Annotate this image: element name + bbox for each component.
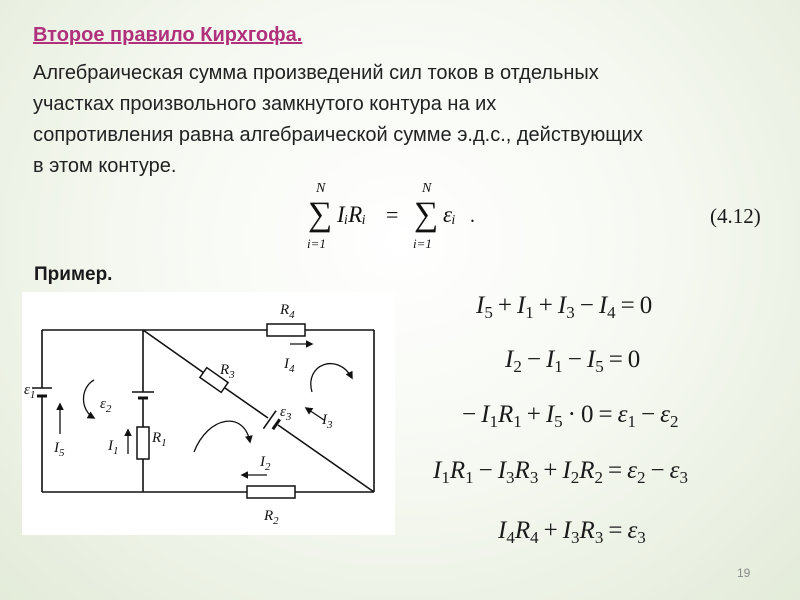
rule-line: в этом контуре. [33,155,177,177]
sum-upper-right: N [422,181,432,196]
loop-arrow-right [311,364,352,392]
label-eps1: $\varepsilon_1$ [24,382,36,401]
label-i2: $I_2$ [260,454,271,473]
label-r2: $R_2$ [264,508,279,527]
sum-lower-right: i=1 [413,236,432,251]
label-i4: $I_4$ [284,356,295,375]
example-label: Пример. [34,264,113,285]
label-r3: $R_3$ [220,362,235,381]
equation-4: $I_1R_1 - I_3R_3 + I_2R_2 = \varepsilon_2 - \varepsilon_3$ [433,457,688,487]
rule-line: сопротивления равна алгебраической сумме э.д.с., действующих [33,124,643,146]
battery-eps2 [132,392,154,398]
label-r4: $R_4$ [280,302,295,321]
sum-lower-left: i=1 [307,236,326,251]
formula-end: . [470,205,475,227]
label-i1: $I_1$ [108,438,119,457]
loop-arrow-center [194,421,250,452]
equation-3: − $I_1R_1 + I_5 \cdot 0 = \varepsilon_1 - \varepsilon_2$ [462,401,679,431]
formula-equals: = [386,202,399,227]
label-eps2: $\varepsilon_2$ [100,396,112,415]
rule-line: Алгебраическая сумма произведений сил токов в отдельных [33,62,599,84]
equation-1: $I_5 + I_1 + I_3 - I_4 = 0$ [476,292,653,322]
wire-diagonal [143,330,374,492]
equation-2: $I_2 - I_1 - I_5 = 0$ [505,346,641,376]
resistor-r2 [247,486,295,498]
rule-line: участках произвольного замкнутого контура на их [33,93,497,115]
formula-right-term: εᵢ [443,202,456,227]
slide-title: Второе правило Кирхгофа. [33,24,303,46]
page-number: 19 [737,566,751,580]
equation-number: (4.12) [710,204,761,228]
equation-5: $I_4R_4 + I_3R_3 = \varepsilon_3$ [498,517,646,547]
kirchhoff-formula [300,178,490,256]
resistor-r4 [267,324,305,336]
label-i3: $I_3$ [322,412,333,431]
sum-sign-left: ∑ [308,196,333,233]
label-eps3: $\varepsilon_3$ [280,404,292,423]
circuit-diagram [22,292,395,535]
label-i5: $I_5$ [54,440,65,459]
sum-upper-left: N [316,181,326,196]
loop-arrow-left [84,380,95,418]
formula-left-term: IᵢRᵢ [337,202,366,227]
label-r1: $R_1$ [152,430,167,449]
sum-sign-right: ∑ [414,196,439,233]
rule-text [33,58,778,182]
resistor-r1 [137,427,149,459]
